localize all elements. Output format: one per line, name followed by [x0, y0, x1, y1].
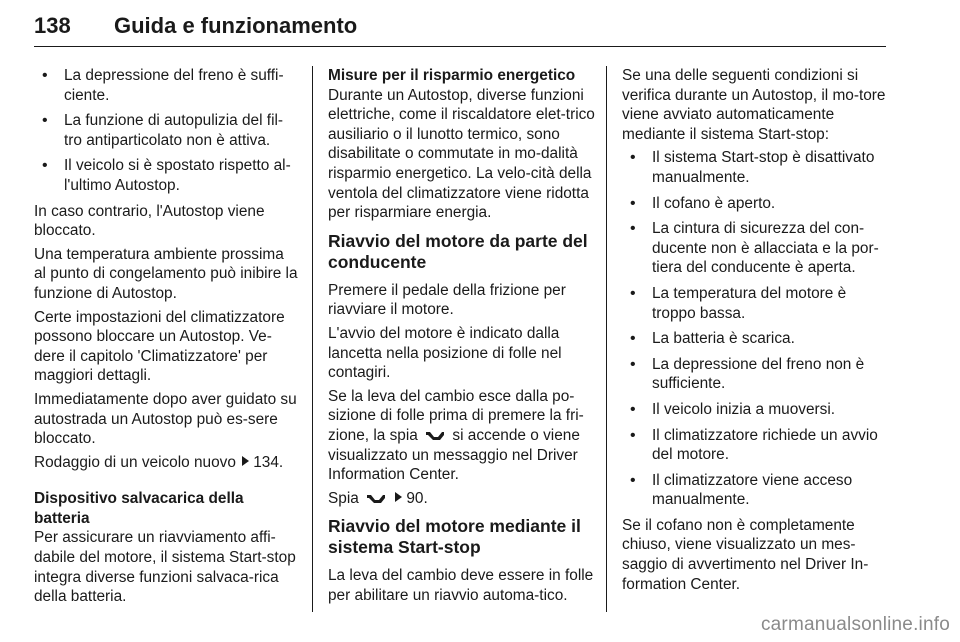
- column-middle: [328, 66, 596, 609]
- paragraph: Se il cofano non è completamente chiuso, viene visualizzato un mes-saggio di avvertimento nel Driver In-formation Center.: [622, 516, 869, 593]
- subheading: Dispositivo salvacarica della batteria: [34, 490, 244, 527]
- list-item: • Il climatizzatore viene acceso manualmente.: [622, 471, 892, 510]
- paragraph: Durante un Autostop, diverse funzioni elettriche, come il riscaldatore elet-trico ausiliario o il lunotto termico, sono disabilitate o commutate in mo-dalità risparmio energetico. La velo-cità della ventola del climatizzatore viene ridotta per risparmiare energia.: [328, 86, 595, 222]
- paragraph: [328, 489, 596, 509]
- list-item: • La batteria è scarica.: [622, 329, 892, 349]
- list-item: • Il veicolo si è spostato rispetto al-l'ultimo Autostop.: [34, 156, 298, 195]
- list-item: • La depressione del freno non è sufficiente.: [622, 355, 892, 394]
- list-item: • Il sistema Start-stop è disattivato manualmente.: [622, 148, 892, 187]
- paragraph: La leva del cambio deve essere in folle per abilitare un riavvio automa-tico.: [328, 567, 594, 604]
- paragraph: Immediatamente dopo aver guidato su autostrada un Autostop può es-sere bloccato.: [34, 390, 297, 448]
- list-item: • La cintura di sicurezza del con-ducente non è allacciata e la por-tiera del conducente è aperta.: [622, 219, 892, 278]
- page-reference[interactable]: 134.: [253, 453, 284, 471]
- section-heading: Riavvio del motore da parte del conducente: [328, 230, 588, 272]
- list-item: • Il climatizzatore richiede un avvio del motore.: [622, 426, 892, 465]
- page-reference-arrow-icon: [242, 456, 249, 466]
- paragraph-text: Rodaggio di un veicolo nuovo: [34, 453, 236, 471]
- paragraph-text: Se la leva del cambio esce dalla po-sizione di folle prima di premere la fri-zione, la spia: [328, 387, 584, 444]
- column-left: [34, 66, 298, 611]
- engine-start-stop-icon: [366, 493, 386, 505]
- paragraph: [34, 453, 298, 473]
- paragraph: In caso contrario, l'Autostop viene bloccato.: [34, 202, 265, 240]
- page-header: [34, 6, 886, 47]
- paragraph: Premere il pedale della frizione per riavviare il motore.: [328, 281, 566, 319]
- watermark: carmanualsonline.info: [760, 614, 950, 635]
- paragraph-text: si accende o viene visualizzato un messaggio nel Driver Information Center.: [328, 426, 580, 484]
- list-item: • Il veicolo inizia a muoversi.: [622, 400, 892, 420]
- engine-start-stop-icon: [425, 430, 445, 442]
- list-item: • La funzione di autopulizia del fil-tro antiparticolato non è attiva.: [34, 111, 298, 150]
- section-heading: Riavvio del motore mediante il sistema Start-stop: [328, 516, 581, 558]
- paragraph: Una temperatura ambiente prossima al punto di congelamento può inibire la funzione di Autostop.: [34, 245, 298, 302]
- list-item: • La temperatura del motore è troppo bassa.: [622, 284, 892, 323]
- page-number: 138: [34, 13, 71, 38]
- column-divider: [606, 66, 607, 612]
- paragraph: L'avvio del motore è indicato dalla lancetta nella posizione di folle nel contagiri.: [328, 324, 562, 382]
- paragraph-text: Spia: [328, 489, 359, 507]
- paragraph: [328, 387, 596, 485]
- subheading: Misure per il risparmio energetico: [328, 67, 576, 84]
- page-reference-arrow-icon: [395, 492, 402, 502]
- paragraph: Per assicurare un riavviamento affi-dabile del motore, il sistema Start-stop integra diverse funzioni salvaca-rica della batteria.: [34, 529, 296, 606]
- paragraph: Certe impostazioni del climatizzatore possono bloccare un Autostop. Ve-dere il capitolo 'Climatizzatore' per maggiori dettagli.: [34, 308, 285, 385]
- section-title: Guida e funzionamento: [114, 13, 358, 38]
- list-item: • Il cofano è aperto.: [622, 194, 892, 214]
- list-item: • La depressione del freno è suffi-ciente.: [34, 66, 298, 105]
- page-reference[interactable]: 90.: [406, 489, 428, 507]
- paragraph: Se una delle seguenti condizioni si verifica durante un Autostop, il mo-tore viene avviato automaticamente mediante il sistema Start-stop:: [622, 67, 886, 143]
- column-divider: [312, 66, 313, 612]
- column-right: [622, 66, 892, 598]
